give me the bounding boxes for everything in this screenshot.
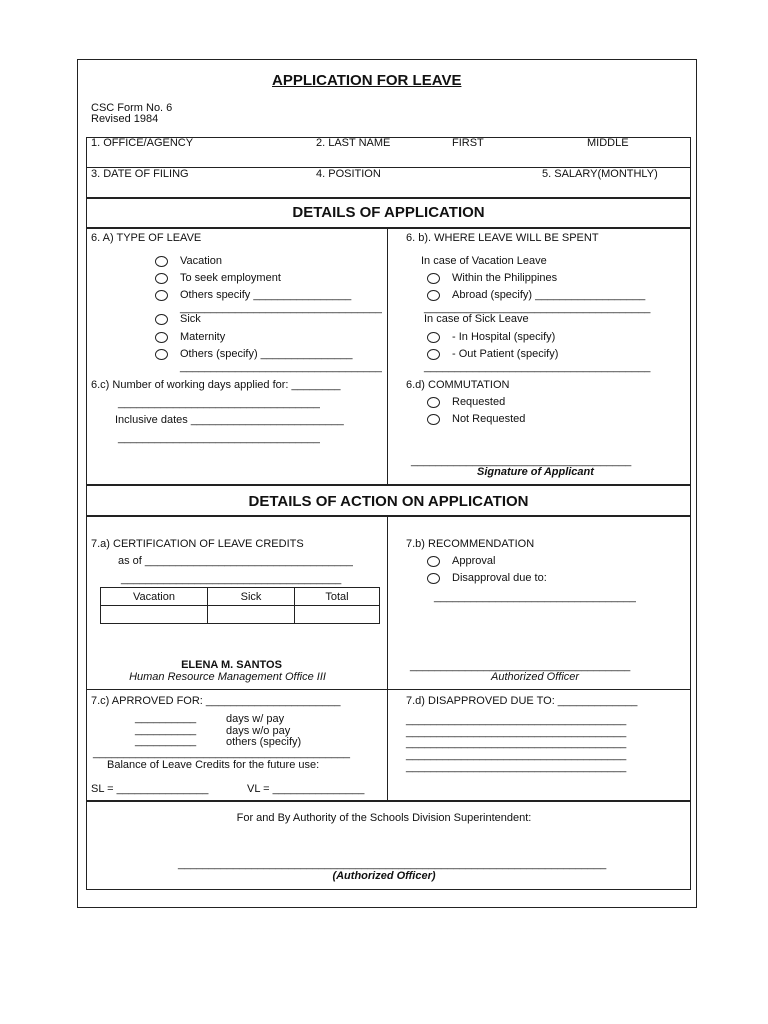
disapproval-reason-line[interactable]: _________________________________ [434,591,636,603]
details-of-action-heading: DETAILS OF ACTION ON APPLICATION [86,485,691,516]
others-specify-line[interactable]: _________________________________ [180,302,382,314]
as-of-field[interactable]: as of __________________________________ [118,555,353,567]
table-header-sick: Sick [208,588,295,606]
first-name-field[interactable]: FIRST [452,137,484,149]
authorized-officer-label: Authorized Officer [491,671,580,683]
sick-label: Sick [180,313,201,325]
applicant-signature-label: Signature of Applicant [477,466,594,478]
office-agency-field[interactable]: 1. OFFICE/AGENCY [91,137,194,149]
abroad-radio[interactable] [427,290,440,301]
table-header-total: Total [295,588,380,606]
out-patient-label: - Out Patient (specify) [452,348,559,360]
others-specify-blank[interactable]: __________ [135,735,197,747]
maternity-radio[interactable] [155,332,168,343]
not-requested-radio[interactable] [427,414,440,425]
last-name-field[interactable]: 2. LAST NAME [316,137,391,149]
working-days-line[interactable]: _________________________________ [118,397,320,409]
seek-employment-radio[interactable] [155,273,168,284]
in-hospital-radio[interactable] [427,332,440,343]
approval-label: Approval [452,555,496,567]
vacation-radio[interactable] [155,256,168,267]
approved-for-line[interactable]: __________________________________________ [93,747,350,759]
within-philippines-label: Within the Philippines [452,272,558,284]
applicant-signature-line[interactable]: ____________________________________ [411,455,632,467]
type-of-leave-label: 6. A) TYPE OF LEAVE [91,232,202,244]
within-philippines-radio[interactable] [427,273,440,284]
authorized-officer-line[interactable]: ____________________________________ [410,660,631,672]
others-specify-days-label: others (specify) [226,736,302,748]
others-specify2-radio[interactable] [155,349,168,360]
sick-credits-cell[interactable] [208,606,295,624]
days-without-pay-label: days w/o pay [226,725,291,737]
certifying-officer-name: ELENA M. SANTOS [181,659,282,671]
working-days-field[interactable]: 6.c) Number of working days applied for: ________ [91,379,341,391]
details-application-body [86,228,691,485]
disapproved-due-field[interactable]: 7.d) DISAPPROVED DUE TO: _____________ [406,695,638,707]
total-credits-cell[interactable] [295,606,380,624]
details-of-application-heading: DETAILS OF APPLICATION [86,198,691,228]
out-patient-radio[interactable] [427,349,440,360]
recommendation-label: 7.b) RECOMMENDATION [406,538,535,550]
days-with-pay-blank[interactable]: __________ [135,712,197,724]
salary-field[interactable]: 5. SALARY(MONTHLY) [542,168,658,180]
table-header-vacation: Vacation [101,588,208,606]
form-title: APPLICATION FOR LEAVE [272,72,462,89]
details-application-divider [387,228,388,485]
action-row-divider [86,689,691,690]
as-of-line[interactable]: ____________________________________ [121,573,342,585]
sl-balance-field[interactable]: SL = _______________ [91,783,209,795]
form-number: CSC Form No. 6 [91,102,173,114]
maternity-label: Maternity [180,331,226,343]
final-authorized-officer: (Authorized Officer) [332,870,436,882]
requested-radio[interactable] [427,397,440,408]
leave-credits-table [100,587,380,624]
vacation-credits-cell[interactable] [101,606,208,624]
disapproved-line-5[interactable]: ____________________________________ [406,761,627,773]
final-signature-line[interactable]: ______________________________________________________________________ [178,858,607,870]
abroad-line[interactable]: _____________________________________ [424,302,651,314]
vl-balance-field[interactable]: VL = _______________ [247,783,365,795]
others-specify-label[interactable]: Others specify ________________ [180,289,352,301]
position-field[interactable]: 4. POSITION [316,168,381,180]
not-requested-label: Not Requested [452,413,526,425]
middle-name-field[interactable]: MIDDLE [587,137,629,149]
vacation-case-label: In case of Vacation Leave [421,255,547,267]
form-revised: Revised 1984 [91,113,159,125]
certifying-officer-title: Human Resource Management Office III [129,671,326,683]
requested-label: Requested [452,396,506,408]
sick-case-label: In case of Sick Leave [424,313,529,325]
authority-statement: For and By Authority of the Schools Division Superintendent: [236,812,532,824]
date-of-filing-field[interactable]: 3. DATE OF FILING [91,168,189,180]
disapproval-label: Disapproval due to: [452,572,547,584]
inclusive-dates-line[interactable]: _________________________________ [118,432,320,444]
others-specify-radio[interactable] [155,290,168,301]
vacation-label: Vacation [180,255,222,267]
inclusive-dates-field[interactable]: Inclusive dates _________________________ [115,414,344,426]
days-with-pay-label: days w/ pay [226,713,285,725]
disapproved-line-1[interactable]: ____________________________________ [406,714,627,726]
abroad-label[interactable]: Abroad (specify) __________________ [452,289,646,301]
seek-employment-label: To seek employment [180,272,281,284]
disapproval-radio[interactable] [427,573,440,584]
balance-label: Balance of Leave Credits for the future use: [107,759,320,771]
sick-leave-line[interactable]: _____________________________________ [424,361,651,373]
disapproved-line-2[interactable]: ____________________________________ [406,726,627,738]
in-hospital-label: - In Hospital (specify) [452,331,556,343]
others-specify2-label[interactable]: Others (specify) _______________ [180,348,353,360]
where-spent-label: 6. b). WHERE LEAVE WILL BE SPENT [406,232,599,244]
disapproved-line-4[interactable]: ____________________________________ [406,749,627,761]
certification-label: 7.a) CERTIFICATION OF LEAVE CREDITS [91,538,304,550]
disapproved-line-3[interactable]: ____________________________________ [406,737,627,749]
approved-for-field[interactable]: 7.c) APRROVED FOR: ______________________ [91,695,341,707]
others-specify2-line[interactable]: _________________________________ [180,361,382,373]
commutation-label: 6.d) COMMUTATION [406,379,510,391]
sick-radio[interactable] [155,314,168,325]
days-without-pay-blank[interactable]: __________ [135,724,197,736]
approval-radio[interactable] [427,556,440,567]
